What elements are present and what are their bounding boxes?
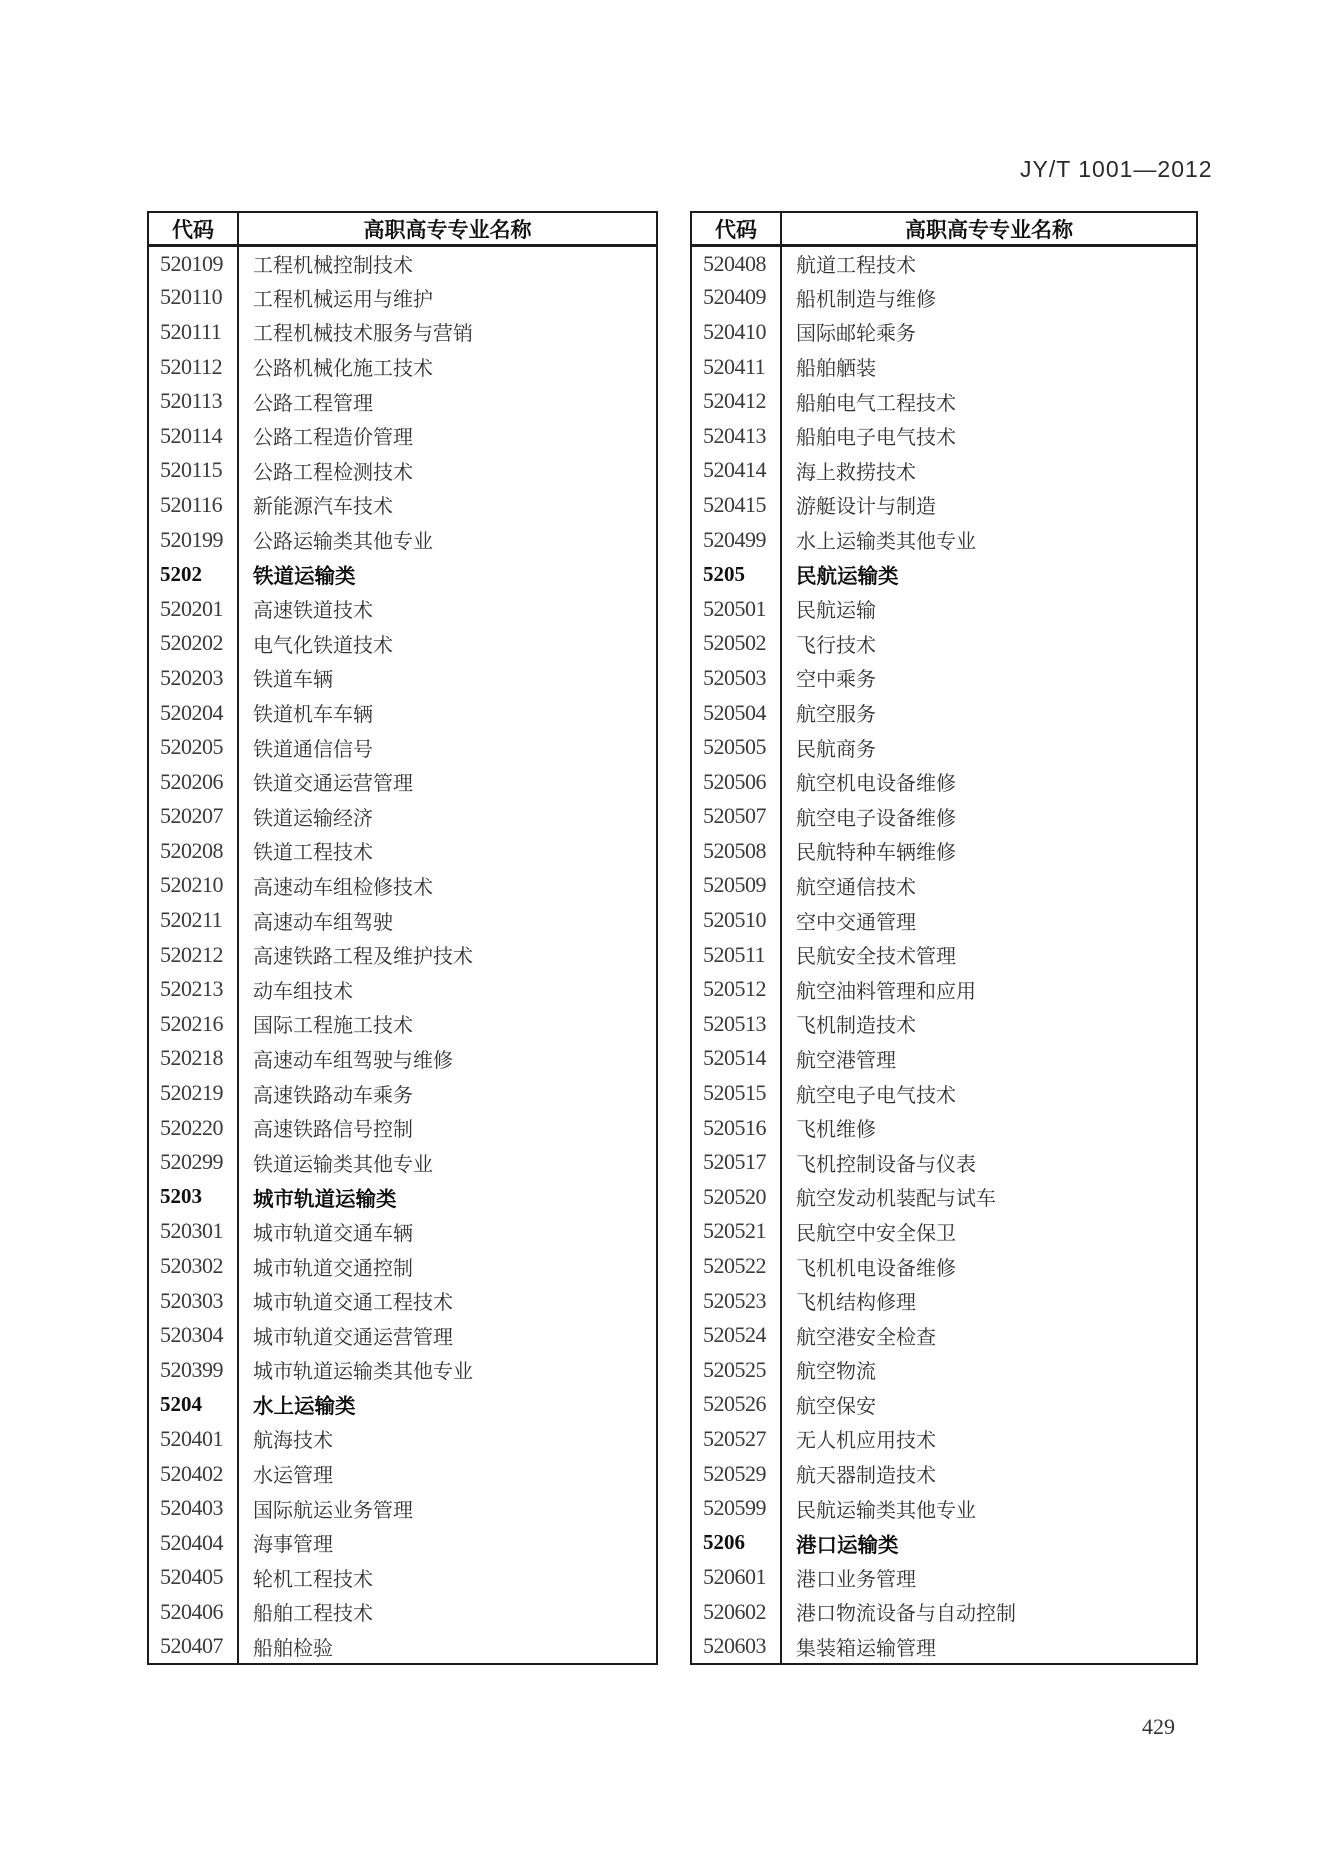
code-cell: 520303 [148, 1283, 238, 1318]
table-row [691, 868, 1197, 903]
table-row [691, 1283, 1197, 1318]
table-row [691, 1318, 1197, 1353]
table-row [148, 1491, 657, 1526]
name-cell: 城市轨道交通控制 [253, 1257, 413, 1280]
code-cell: 520521 [691, 1214, 781, 1249]
code-cell: 520514 [691, 1041, 781, 1076]
table-row [691, 972, 1197, 1007]
code-cell: 520522 [691, 1249, 781, 1284]
doc-code: JY/T 1001—2012 [1020, 156, 1213, 182]
table-row [148, 903, 657, 938]
name-cell: 公路机械化施工技术 [253, 358, 433, 381]
code-cell: 520527 [691, 1422, 781, 1457]
code-cell: 520505 [691, 730, 781, 765]
name-cell: 城市轨道运输类其他专业 [253, 1361, 473, 1384]
category-row [691, 557, 1197, 592]
spec-table-right [690, 211, 1198, 1665]
name-cell: 无人机应用技术 [796, 1430, 936, 1453]
spec-table-left [147, 211, 658, 1665]
name-cell: 航天器制造技术 [796, 1465, 936, 1488]
name-cell: 动车组技术 [253, 980, 353, 1003]
table-row [148, 1283, 657, 1318]
code-cell: 520499 [691, 522, 781, 557]
table-row [148, 453, 657, 488]
name-cell: 新能源汽车技术 [253, 496, 393, 519]
name-cell: 船舶检验 [253, 1637, 333, 1660]
name-cell: 公路运输类其他专业 [253, 531, 433, 554]
code-column-header: 代码 [148, 212, 238, 246]
name-column-header: 高职高专专业名称 [781, 212, 1197, 246]
category-row [148, 1387, 657, 1422]
code-cell: 520111 [148, 315, 238, 350]
code-cell: 520404 [148, 1525, 238, 1560]
code-cell: 520208 [148, 834, 238, 869]
table-row [148, 626, 657, 661]
code-cell: 520405 [148, 1560, 238, 1595]
code-cell: 520516 [691, 1110, 781, 1145]
code-column-header: 代码 [691, 212, 781, 246]
table-row [691, 384, 1197, 419]
name-cell: 公路工程检测技术 [253, 461, 413, 484]
code-cell: 520409 [691, 280, 781, 315]
table-header-row [148, 212, 657, 246]
name-cell: 铁道工程技术 [253, 842, 373, 865]
name-cell: 铁道机车车辆 [253, 704, 373, 727]
name-cell: 船舶舾装 [796, 358, 876, 381]
name-cell: 高速铁道技术 [253, 600, 373, 623]
table-row [691, 1491, 1197, 1526]
code-cell: 520411 [691, 349, 781, 384]
code-cell: 520509 [691, 868, 781, 903]
code-cell: 520204 [148, 695, 238, 730]
code-cell: 520413 [691, 418, 781, 453]
name-cell: 铁道运输经济 [253, 807, 373, 830]
name-cell: 工程机械控制技术 [253, 255, 413, 278]
code-cell: 520206 [148, 764, 238, 799]
table-row [691, 453, 1197, 488]
name-cell: 民航空中安全保卫 [796, 1222, 956, 1245]
name-cell: 飞机维修 [796, 1119, 876, 1142]
code-cell: 520203 [148, 661, 238, 696]
table-row [691, 280, 1197, 315]
name-cell: 工程机械运用与维护 [253, 288, 433, 311]
table-row [148, 1629, 657, 1664]
name-cell: 飞机结构修理 [796, 1292, 916, 1315]
table-row [691, 349, 1197, 384]
name-cell: 国际工程施工技术 [253, 1015, 413, 1038]
code-cell: 520407 [148, 1629, 238, 1664]
table-row [691, 937, 1197, 972]
code-cell: 520502 [691, 626, 781, 661]
table-row [691, 626, 1197, 661]
table-row [691, 661, 1197, 696]
table-row [148, 246, 657, 281]
table-row [691, 1007, 1197, 1042]
code-cell: 520508 [691, 834, 781, 869]
table-row [148, 1041, 657, 1076]
code-cell: 520513 [691, 1007, 781, 1042]
name-cell: 铁道车辆 [253, 669, 333, 692]
name-cell: 航空港安全检查 [796, 1326, 936, 1349]
table-row [148, 661, 657, 696]
code-cell: 520110 [148, 280, 238, 315]
table-row [691, 1629, 1197, 1664]
table-row [148, 695, 657, 730]
code-cell: 520301 [148, 1214, 238, 1249]
table-row [691, 1560, 1197, 1595]
code-cell: 520212 [148, 937, 238, 972]
name-cell: 城市轨道交通工程技术 [253, 1292, 453, 1315]
name-cell: 港口运输类 [796, 1533, 899, 1557]
table-row [148, 522, 657, 557]
name-cell: 航海技术 [253, 1430, 333, 1453]
table-row [691, 695, 1197, 730]
code-cell: 520602 [691, 1595, 781, 1630]
code-cell: 520510 [691, 903, 781, 938]
table-row [148, 1525, 657, 1560]
table-row [148, 280, 657, 315]
code-cell: 520216 [148, 1007, 238, 1042]
code-cell: 520501 [691, 591, 781, 626]
table-row [691, 522, 1197, 557]
name-cell: 集装箱运输管理 [796, 1637, 936, 1660]
table-row [148, 1560, 657, 1595]
name-cell: 航空物流 [796, 1361, 876, 1384]
name-cell: 城市轨道交通运营管理 [253, 1326, 453, 1349]
code-cell: 520515 [691, 1076, 781, 1111]
code-cell: 520202 [148, 626, 238, 661]
name-cell: 电气化铁道技术 [253, 634, 393, 657]
code-cell: 520603 [691, 1629, 781, 1664]
table-row [148, 591, 657, 626]
table-row [148, 315, 657, 350]
code-cell: 520523 [691, 1283, 781, 1318]
table-row [148, 1318, 657, 1353]
code-cell: 520525 [691, 1353, 781, 1388]
table-row [148, 1214, 657, 1249]
name-cell: 水上运输类其他专业 [796, 531, 976, 554]
code-cell: 520511 [691, 937, 781, 972]
name-cell: 城市轨道交通车辆 [253, 1222, 413, 1245]
code-cell: 520399 [148, 1353, 238, 1388]
code-cell: 520199 [148, 522, 238, 557]
name-cell: 民航特种车辆维修 [796, 842, 956, 865]
code-cell: 520506 [691, 764, 781, 799]
code-cell: 520529 [691, 1456, 781, 1491]
code-cell: 520524 [691, 1318, 781, 1353]
table-row [691, 730, 1197, 765]
table-row [148, 384, 657, 419]
code-cell: 520302 [148, 1249, 238, 1284]
name-cell: 航空油料管理和应用 [796, 980, 976, 1003]
table-row [691, 1422, 1197, 1457]
name-cell: 飞机控制设备与仪表 [796, 1153, 976, 1176]
name-cell: 飞机制造技术 [796, 1015, 916, 1038]
name-cell: 民航运输类其他专业 [796, 1499, 976, 1522]
table-row [148, 349, 657, 384]
code-cell: 520219 [148, 1076, 238, 1111]
name-cell: 城市轨道运输类 [253, 1187, 397, 1211]
table-row [691, 1214, 1197, 1249]
table-row [691, 1249, 1197, 1284]
name-cell: 高速铁路动车乘务 [253, 1084, 413, 1107]
code-cell: 520517 [691, 1145, 781, 1180]
table-row [691, 1180, 1197, 1215]
name-cell: 游艇设计与制造 [796, 496, 936, 519]
code-cell: 520201 [148, 591, 238, 626]
code-cell: 520414 [691, 453, 781, 488]
name-cell: 船机制造与维修 [796, 288, 936, 311]
name-cell: 铁道运输类其他专业 [253, 1153, 433, 1176]
table-row [691, 1145, 1197, 1180]
code-cell: 520599 [691, 1491, 781, 1526]
table-row [691, 246, 1197, 281]
table-row [148, 1422, 657, 1457]
table-row [148, 418, 657, 453]
table-row [148, 834, 657, 869]
category-row [691, 1525, 1197, 1560]
code-cell: 520520 [691, 1180, 781, 1215]
table-row [148, 730, 657, 765]
code-cell: 520109 [148, 246, 238, 281]
name-cell: 航空通信技术 [796, 876, 916, 899]
code-cell: 520504 [691, 695, 781, 730]
code-cell: 520401 [148, 1422, 238, 1457]
code-cell: 520403 [148, 1491, 238, 1526]
name-cell: 民航运输类 [796, 565, 899, 589]
code-cell: 5205 [691, 557, 781, 592]
code-cell: 520112 [148, 349, 238, 384]
name-cell: 国际航运业务管理 [253, 1499, 413, 1522]
code-cell: 520113 [148, 384, 238, 419]
name-cell: 高速动车组检修技术 [253, 876, 433, 899]
table-row [691, 834, 1197, 869]
name-cell: 航空发动机装配与试车 [796, 1188, 996, 1211]
code-cell: 520503 [691, 661, 781, 696]
name-cell: 国际邮轮乘务 [796, 323, 916, 346]
code-cell: 520402 [148, 1456, 238, 1491]
name-cell: 高速铁路信号控制 [253, 1119, 413, 1142]
name-cell: 港口业务管理 [796, 1568, 916, 1591]
table-row [148, 1595, 657, 1630]
name-cell: 水运管理 [253, 1465, 333, 1488]
page-number: 429 [1142, 1714, 1175, 1739]
name-cell: 航空电子设备维修 [796, 807, 956, 830]
name-cell: 铁道通信信号 [253, 738, 373, 761]
name-cell: 民航运输 [796, 600, 876, 623]
table-row [691, 1456, 1197, 1491]
name-cell: 航空机电设备维修 [796, 773, 956, 796]
code-cell: 520507 [691, 799, 781, 834]
code-cell: 520601 [691, 1560, 781, 1595]
table-row [691, 418, 1197, 453]
code-cell: 520218 [148, 1041, 238, 1076]
table-row [691, 1353, 1197, 1388]
name-cell: 航空电子电气技术 [796, 1084, 956, 1107]
table-row [148, 1076, 657, 1111]
name-cell: 公路工程造价管理 [253, 427, 413, 450]
table-row [148, 488, 657, 523]
table-row [148, 1353, 657, 1388]
code-cell: 520211 [148, 903, 238, 938]
code-cell: 5202 [148, 557, 238, 592]
table-row [691, 488, 1197, 523]
table-row [691, 1041, 1197, 1076]
name-cell: 港口物流设备与自动控制 [796, 1603, 1016, 1626]
name-cell: 飞机机电设备维修 [796, 1257, 956, 1280]
table-row [148, 799, 657, 834]
name-cell: 空中乘务 [796, 669, 876, 692]
table-row [691, 764, 1197, 799]
code-cell: 5203 [148, 1180, 238, 1215]
name-cell: 民航商务 [796, 738, 876, 761]
code-cell: 520220 [148, 1110, 238, 1145]
table-row [148, 1110, 657, 1145]
category-row [148, 1180, 657, 1215]
name-cell: 公路工程管理 [253, 392, 373, 415]
code-cell: 520213 [148, 972, 238, 1007]
table-row [148, 1249, 657, 1284]
name-cell: 海事管理 [253, 1534, 333, 1557]
table-row [691, 1595, 1197, 1630]
table-row [148, 937, 657, 972]
code-cell: 520205 [148, 730, 238, 765]
name-cell: 船舶电子电气技术 [796, 427, 956, 450]
code-cell: 520526 [691, 1387, 781, 1422]
code-cell: 5204 [148, 1387, 238, 1422]
code-cell: 520116 [148, 488, 238, 523]
code-cell: 520114 [148, 418, 238, 453]
name-cell: 空中交通管理 [796, 911, 916, 934]
code-cell: 520115 [148, 453, 238, 488]
table-row [691, 1076, 1197, 1111]
name-cell: 高速动车组驾驶与维修 [253, 1049, 453, 1072]
name-cell: 高速铁路工程及维护技术 [253, 946, 473, 969]
table-row [691, 315, 1197, 350]
table-row [148, 972, 657, 1007]
name-cell: 轮机工程技术 [253, 1568, 373, 1591]
name-cell: 航空服务 [796, 704, 876, 727]
code-cell: 520512 [691, 972, 781, 1007]
name-cell: 铁道运输类 [253, 565, 356, 589]
name-cell: 铁道交通运营管理 [253, 773, 413, 796]
table-row [691, 799, 1197, 834]
code-cell: 520207 [148, 799, 238, 834]
name-cell: 飞行技术 [796, 634, 876, 657]
code-cell: 520299 [148, 1145, 238, 1180]
table-row [148, 764, 657, 799]
table-row [691, 1110, 1197, 1145]
table-row [691, 1387, 1197, 1422]
code-cell: 520410 [691, 315, 781, 350]
code-cell: 520408 [691, 246, 781, 281]
table-row [148, 868, 657, 903]
name-cell: 航空港管理 [796, 1049, 896, 1072]
table-row [148, 1145, 657, 1180]
category-row [148, 557, 657, 592]
table-row [691, 903, 1197, 938]
name-cell: 船舶工程技术 [253, 1603, 373, 1626]
code-cell: 520304 [148, 1318, 238, 1353]
code-cell: 520412 [691, 384, 781, 419]
table-row [148, 1007, 657, 1042]
name-cell: 高速动车组驾驶 [253, 911, 393, 934]
name-cell: 水上运输类 [253, 1395, 356, 1419]
name-cell: 工程机械技术服务与营销 [253, 323, 473, 346]
code-cell: 5206 [691, 1525, 781, 1560]
name-cell: 船舶电气工程技术 [796, 392, 956, 415]
name-cell: 海上救捞技术 [796, 461, 916, 484]
table-header-row [691, 212, 1197, 246]
table-row [148, 1456, 657, 1491]
code-cell: 520210 [148, 868, 238, 903]
name-column-header: 高职高专专业名称 [238, 212, 657, 246]
table-row [691, 591, 1197, 626]
code-cell: 520406 [148, 1595, 238, 1630]
name-cell: 民航安全技术管理 [796, 946, 956, 969]
name-cell: 航道工程技术 [796, 255, 916, 278]
code-cell: 520415 [691, 488, 781, 523]
name-cell: 航空保安 [796, 1395, 876, 1418]
